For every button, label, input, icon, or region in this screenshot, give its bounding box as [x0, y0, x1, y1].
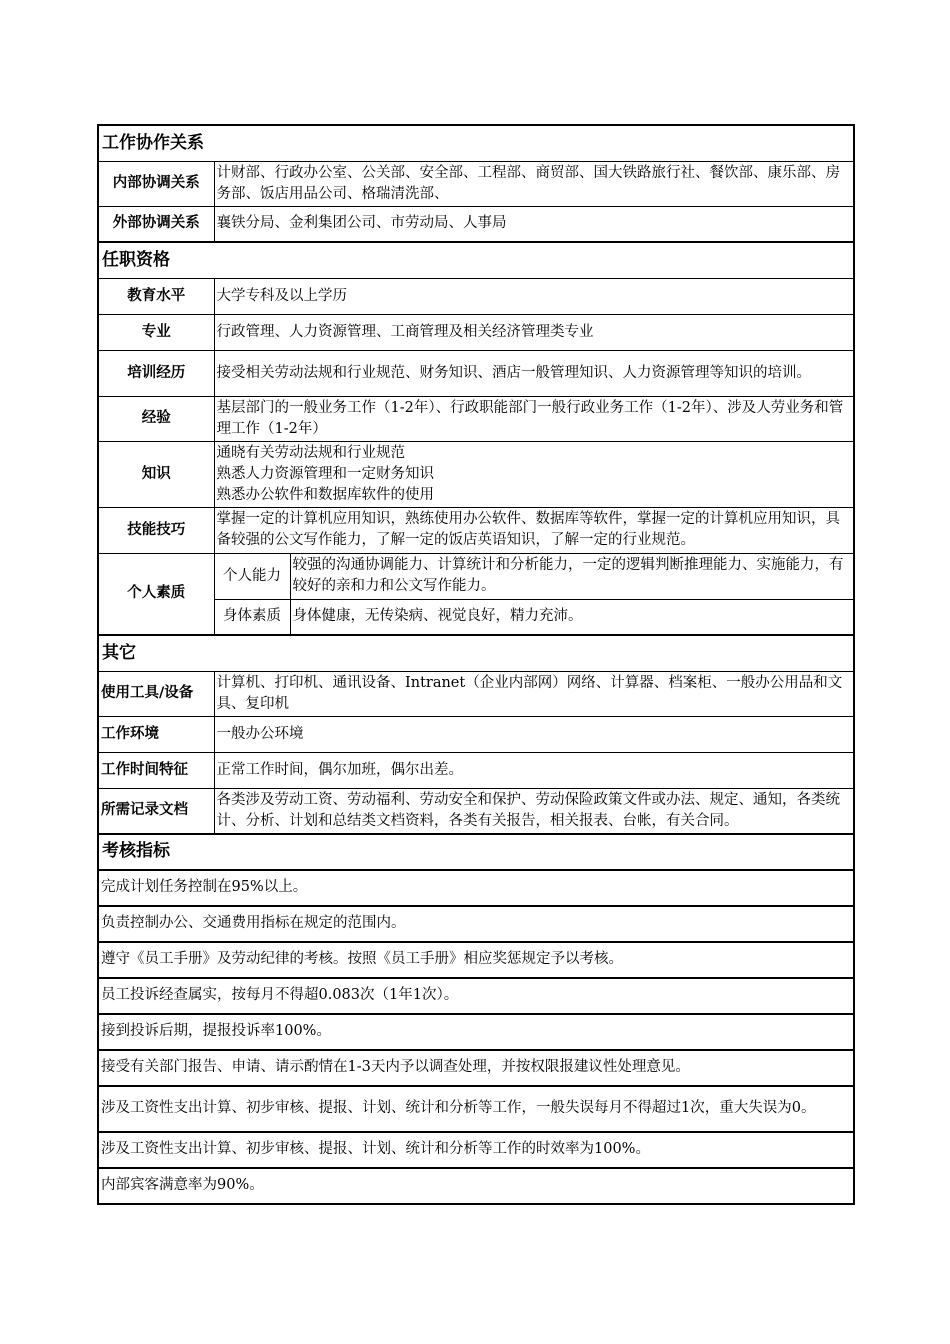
section-title-cooperation: 工作协作关系 [98, 125, 854, 161]
kpi-item: 遵守《员工手册》及劳动纪律的考核。按照《员工手册》相应奖惩规定予以考核。 [98, 942, 854, 978]
row-internal-coordination [98, 161, 854, 206]
section-cooperation-header [98, 125, 854, 161]
row-external-coordination [98, 206, 854, 242]
knowledge-label: 知识 [98, 441, 214, 507]
row-tools [98, 671, 854, 716]
row-training [98, 350, 854, 396]
row-personal-ability [98, 553, 854, 599]
personal-quality-label: 个人素质 [98, 553, 214, 635]
kpi-item: 接到投诉后期，提报投诉率100%。 [98, 1014, 854, 1050]
knowledge-line: 熟悉人力资源管理和一定财务知识 [216, 465, 434, 482]
skills-label: 技能技巧 [98, 507, 214, 553]
section-title-other: 其它 [98, 635, 854, 671]
row-skills [98, 507, 854, 553]
kpi-row [98, 942, 854, 978]
kpi-item: 涉及工资性支出计算、初步审核、提报、计划、统计和分析等工作，一般失误每月不得超过1次，重大失误为0。 [98, 1086, 854, 1132]
physical-value: 身体健康，无传染病、视觉良好，精力充沛。 [290, 599, 854, 635]
kpi-row [98, 1168, 854, 1204]
row-education [98, 278, 854, 314]
work-time-value: 正常工作时间，偶尔加班，偶尔出差。 [214, 752, 854, 788]
knowledge-value [214, 441, 854, 507]
job-description-document [97, 124, 853, 1205]
external-coordination-label: 外部协调关系 [98, 206, 214, 242]
ability-label: 个人能力 [214, 553, 290, 599]
kpi-row [98, 1050, 854, 1086]
job-spec-table [97, 124, 855, 1205]
experience-label: 经验 [98, 396, 214, 441]
environment-value: 一般办公环境 [214, 716, 854, 752]
section-qualification-header [98, 242, 854, 278]
kpi-row [98, 1014, 854, 1050]
tools-value: 计算机、打印机、通讯设备、Intranet（企业内部网）网络、计算器、档案柜、一般办公用品和文具、复印机 [214, 671, 854, 716]
section-title-kpi: 考核指标 [98, 834, 854, 870]
training-value: 接受相关劳动法规和行业规范、财务知识、酒店一般管理知识、人力资源管理等知识的培训。 [214, 350, 854, 396]
ability-value: 较强的沟通协调能力、计算统计和分析能力，一定的逻辑判断推理能力、实施能力，有较好的亲和力和公文写作能力。 [290, 553, 854, 599]
education-label: 教育水平 [98, 278, 214, 314]
row-work-time [98, 752, 854, 788]
row-environment [98, 716, 854, 752]
section-other-header [98, 635, 854, 671]
knowledge-line: 熟悉办公软件和数据库软件的使用 [216, 486, 434, 503]
major-value: 行政管理、人力资源管理、工商管理及相关经济管理类专业 [214, 314, 854, 350]
knowledge-line: 通晓有关劳动法规和行业规范 [216, 444, 405, 461]
row-knowledge [98, 441, 854, 507]
kpi-item: 内部宾客满意率为90%。 [98, 1168, 854, 1204]
kpi-item: 员工投诉经查属实，按每月不得超0.083次（1年1次）。 [98, 978, 854, 1014]
records-value: 各类涉及劳动工资、劳动福利、劳动安全和保护、劳动保险政策文件或办法、规定、通知，各类统计、分析、计划和总结类文档资料，各类有关报告，相关报表、台帐，有关合同。 [214, 788, 854, 834]
environment-label: 工作环境 [98, 716, 214, 752]
row-experience [98, 396, 854, 441]
section-title-qualification: 任职资格 [98, 242, 854, 278]
kpi-row [98, 1086, 854, 1132]
kpi-item: 接受有关部门报告、申请、请示酌情在1-3天内予以调查处理，并按权限报建议性处理意见。 [98, 1050, 854, 1086]
kpi-item: 负责控制办公、交通费用指标在规定的范围内。 [98, 906, 854, 942]
internal-coordination-value: 计财部、行政办公室、公关部、安全部、工程部、商贸部、国大铁路旅行社、餐饮部、康乐部、房务部、饭店用品公司、格瑞清洗部、 [214, 161, 854, 206]
row-major [98, 314, 854, 350]
work-time-label: 工作时间特征 [98, 752, 214, 788]
kpi-row [98, 978, 854, 1014]
kpi-item: 涉及工资性支出计算、初步审核、提报、计划、统计和分析等工作的时效率为100%。 [98, 1132, 854, 1168]
major-label: 专业 [98, 314, 214, 350]
tools-label: 使用工具/设备 [98, 671, 214, 716]
internal-coordination-label: 内部协调关系 [98, 161, 214, 206]
kpi-row [98, 870, 854, 906]
external-coordination-value: 襄铁分局、金利集团公司、市劳动局、人事局 [214, 206, 854, 242]
kpi-row [98, 906, 854, 942]
experience-value: 基层部门的一般业务工作（1-2年）、行政职能部门一般行政业务工作（1-2年）、涉及人劳业务和管理工作（1-2年） [214, 396, 854, 441]
education-value: 大学专科及以上学历 [214, 278, 854, 314]
skills-value: 掌握一定的计算机应用知识，熟练使用办公软件、数据库等软件，掌握一定的计算机应用知识，具备较强的公文写作能力，了解一定的饭店英语知识，了解一定的行业规范。 [214, 507, 854, 553]
row-records [98, 788, 854, 834]
records-label: 所需记录文档 [98, 788, 214, 834]
physical-label: 身体素质 [214, 599, 290, 635]
training-label: 培训经历 [98, 350, 214, 396]
kpi-item: 完成计划任务控制在95%以上。 [98, 870, 854, 906]
kpi-row [98, 1132, 854, 1168]
section-kpi-header [98, 834, 854, 870]
